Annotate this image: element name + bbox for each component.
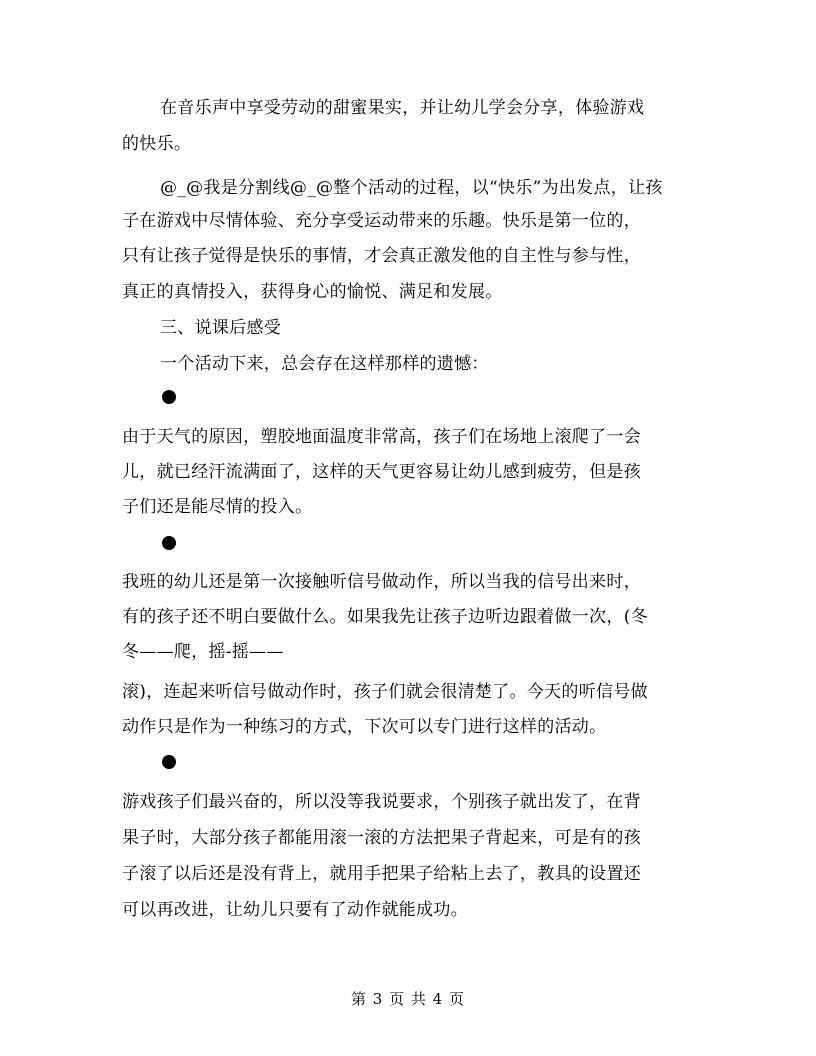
paragraph-line: 的快乐。: [122, 134, 192, 154]
paragraph-line: 子在游戏中尽情体验、充分享受运动带来的乐趣。快乐是第一位的，: [122, 211, 641, 231]
paragraph-line: 真正的真情投入，获得身心的愉悦、满足和发展。: [122, 282, 503, 302]
bullet-icon: [162, 755, 176, 769]
paragraph-line: 动作只是作为一种练习的方式，下次可以专门进行这样的活动。: [122, 717, 607, 737]
paragraph-line: 在音乐声中享受劳动的甜蜜果实，并让幼儿学会分享，体验游戏: [160, 98, 645, 118]
paragraph-line: 由于天气的原因，塑胶地面温度非常高，孩子们在场地上滚爬了一会: [122, 427, 641, 447]
page-number-footer: 第 3 页 共 4 页: [351, 990, 465, 1008]
bullet-icon: [162, 390, 176, 404]
paragraph-line: 滚)，连起来听信号做动作时，孩子们就会很清楚了。今天的听信号做: [122, 682, 648, 702]
paragraph-line: 游戏孩子们最兴奋的，所以没等我说要求，个别孩子就出发了，在背: [122, 792, 641, 812]
paragraph-line: 儿，就已经汗流满面了，这样的天气更容易让幼儿感到疲劳，但是孩: [122, 462, 641, 482]
paragraph-line: 子滚了以后还是没有背上，就用手把果子给粘上去了，教具的设置还: [122, 864, 641, 884]
paragraph-line: 我班的幼儿还是第一次接触听信号做动作，所以当我的信号出来时，: [122, 572, 641, 592]
paragraph-line: 冬——爬，摇-摇——: [122, 642, 284, 662]
paragraph-line: 只有让孩子觉得是快乐的事情，才会真正激发他的自主性与参与性，: [122, 246, 641, 266]
paragraph-line: 果子时，大部分孩子都能用滚一滚的方法把果子背起来，可是有的孩: [122, 828, 641, 848]
section-heading: 三、说课后感受: [160, 318, 282, 338]
paragraph-line: 子们还是能尽情的投入。: [122, 497, 313, 517]
bullet-icon: [162, 536, 176, 550]
paragraph-line: 一个活动下来，总会存在这样那样的遗憾：: [160, 354, 489, 374]
paragraph-line: @_@我是分割线@_@整个活动的过程，以“快乐”为出发点，让孩: [160, 178, 663, 198]
paragraph-line: 有的孩子还不明白要做什么。如果我先让孩子边听边跟着做一次，(冬: [122, 607, 648, 627]
paragraph-line: 可以再改进，让幼儿只要有了动作就能成功。: [122, 900, 468, 920]
